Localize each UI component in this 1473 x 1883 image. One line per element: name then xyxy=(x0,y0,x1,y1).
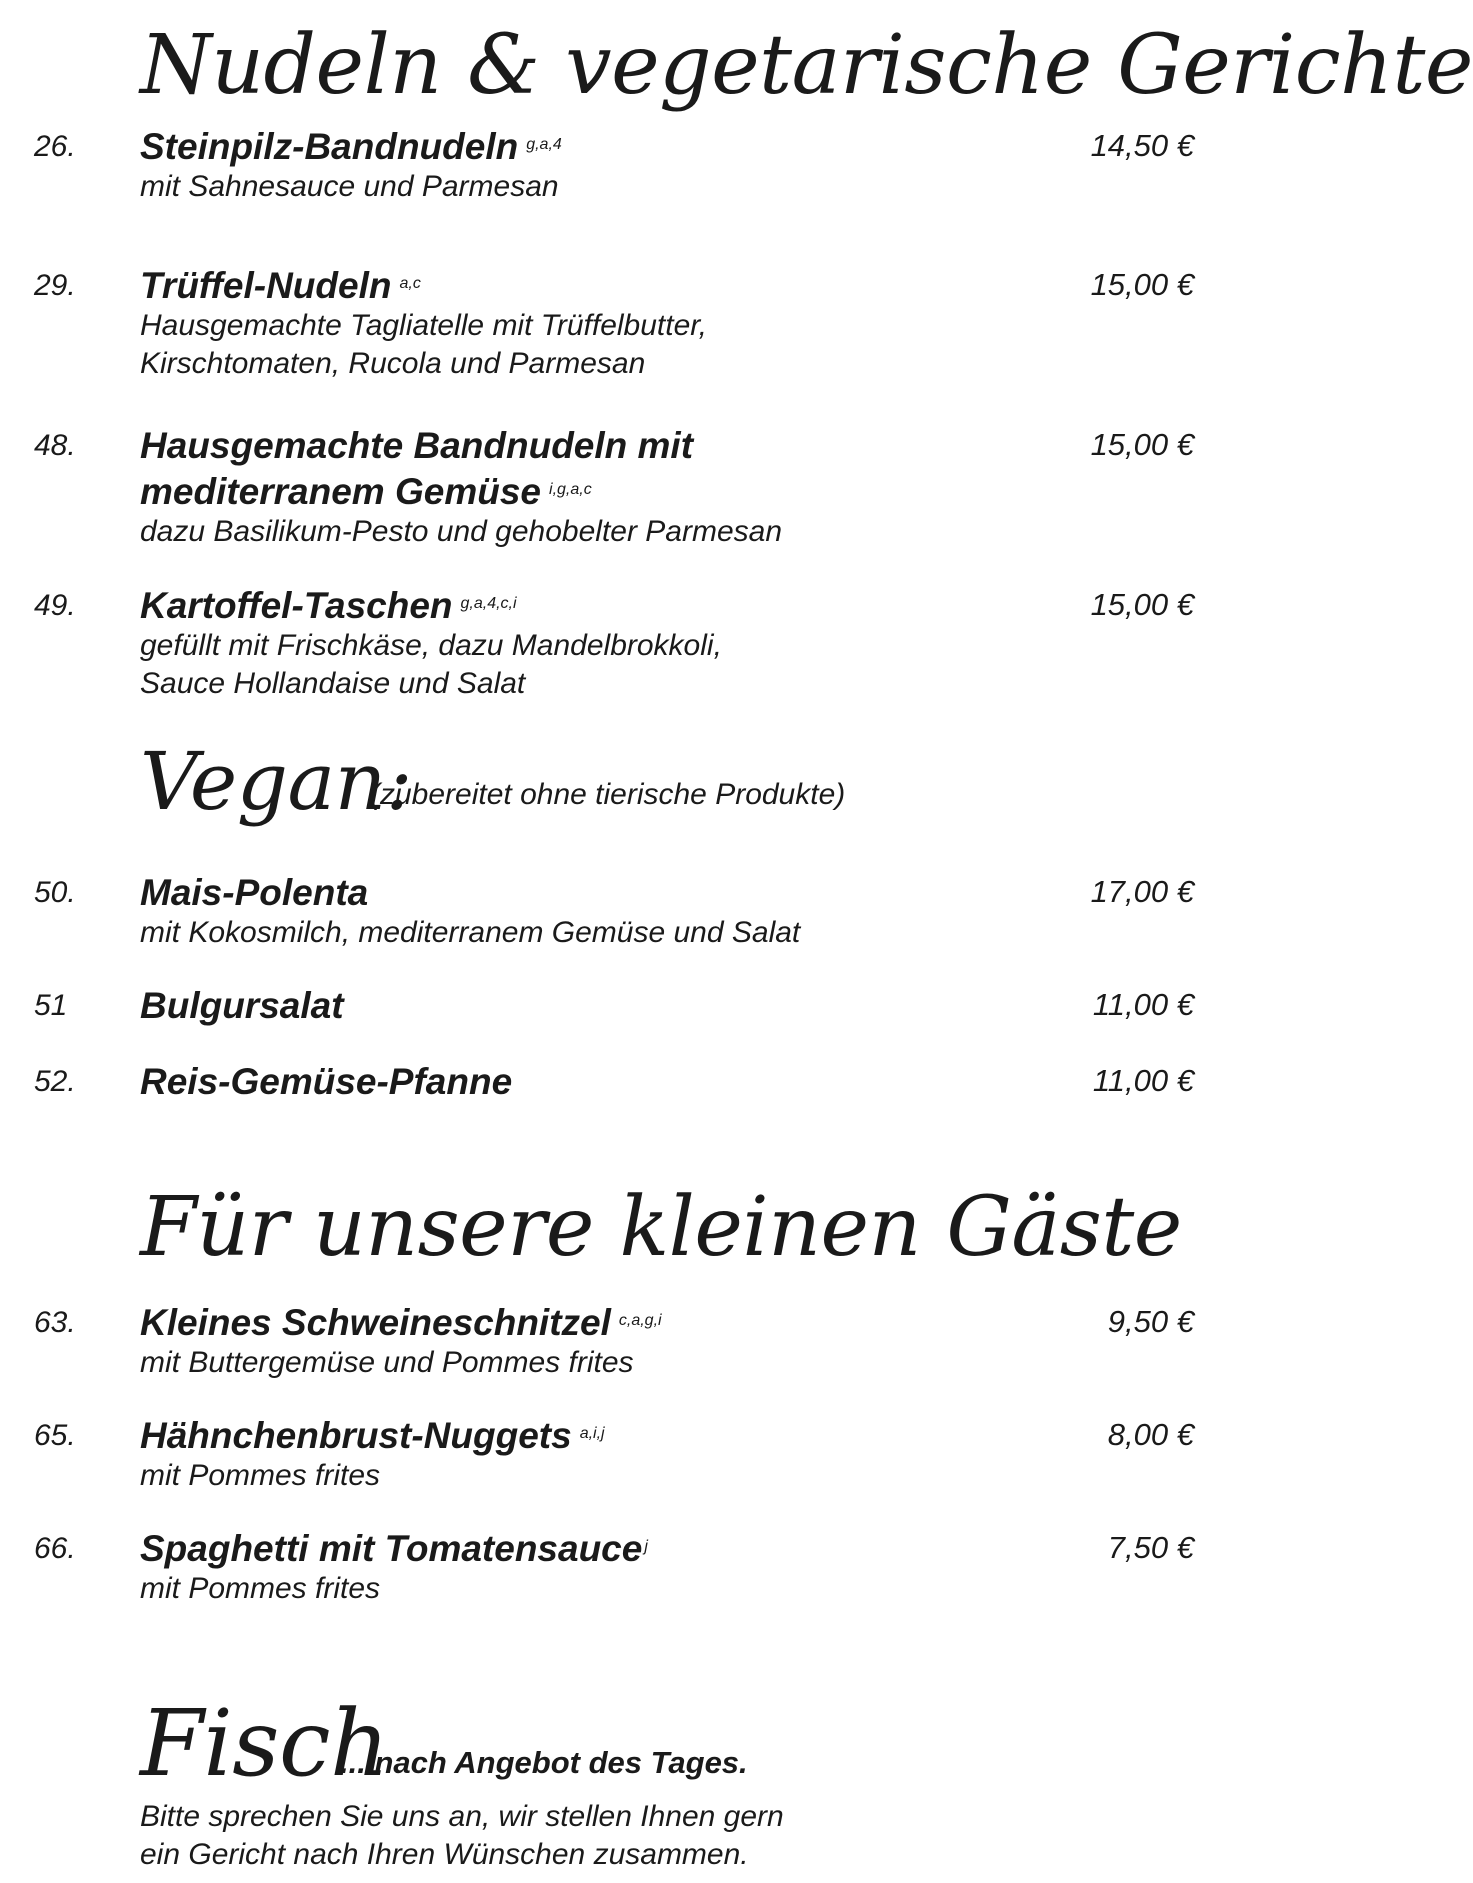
item-title: Hähnchenbrust-Nuggets $^{a,i,j}$ xyxy=(140,1415,605,1456)
item-price: 14,50 € xyxy=(1090,128,1194,163)
item-description: Sauce Hollandaise und Salat xyxy=(140,667,526,700)
item-description: mit Buttergemüse und Pommes frites xyxy=(140,1346,634,1379)
item-number: 63. xyxy=(34,1306,76,1339)
item-price: 15,00 € xyxy=(1090,587,1194,622)
item-number: 66. xyxy=(34,1532,76,1565)
item-number: 29. xyxy=(34,269,76,302)
allergen-codes: g,a,4,c,i xyxy=(460,595,517,612)
allergen-codes: i,g,a,c xyxy=(549,481,592,498)
item-number: 65. xyxy=(34,1419,76,1452)
item-price: 8,00 € xyxy=(1107,1417,1194,1452)
item-number: 52. xyxy=(34,1065,76,1098)
item-title: Kartoffel-Taschen $^{g,a,4,c,i}$ xyxy=(140,585,517,626)
allergen-codes: j xyxy=(644,1538,648,1555)
item-description: Hausgemachte Tagliatelle mit Trüffelbutter, xyxy=(140,309,707,342)
section-heading-vegan: Vegan: xyxy=(140,735,413,828)
allergen-codes: a,c xyxy=(399,275,421,292)
section-note-vegan: (zubereitet ohne tierische Produkte) xyxy=(370,778,846,811)
item-title: Hausgemachte Bandnudeln mit xyxy=(140,425,694,466)
item-number: 51 xyxy=(34,989,68,1022)
item-price: 11,00 € xyxy=(1092,1063,1194,1098)
allergen-codes: g,a,4 xyxy=(526,136,562,153)
item-title: mediterranem Gemüse $^{i,g,a,c}$ xyxy=(140,471,592,512)
item-title: Steinpilz-Bandnudeln $^{g,a,4}$ xyxy=(140,126,562,167)
item-title: Reis-Gemüse-Pfanne xyxy=(140,1061,513,1102)
item-title: Kleines Schweineschnitzel $^{c,a,g,i}$ xyxy=(140,1302,662,1343)
fisch-text-line: Bitte sprechen Sie uns an, wir stellen Ihnen gern xyxy=(140,1800,784,1833)
item-title: Mais-Polenta xyxy=(140,872,369,913)
item-price: 15,00 € xyxy=(1090,267,1194,302)
item-number: 48. xyxy=(34,429,76,462)
item-description: gefüllt mit Frischkäse, dazu Mandelbrokkoli, xyxy=(140,629,722,662)
item-number: 26. xyxy=(34,130,76,163)
item-description: Kirschtomaten, Rucola und Parmesan xyxy=(140,347,646,380)
section-note-fisch: ... nach Angebot des Tages. xyxy=(340,1745,748,1780)
allergen-codes: c,a,g,i xyxy=(618,1312,662,1329)
item-number: 49. xyxy=(34,589,76,622)
section-heading-fisch: Fisch xyxy=(140,1690,389,1797)
item-price: 7,50 € xyxy=(1107,1530,1194,1565)
item-price: 9,50 € xyxy=(1107,1304,1194,1339)
item-price: 15,00 € xyxy=(1090,427,1194,462)
item-title: Spaghetti mit Tomatensauce $^j$ xyxy=(140,1528,648,1569)
item-description: mit Kokosmilch, mediterranem Gemüse und Salat xyxy=(140,916,801,949)
allergen-codes: a,i,j xyxy=(579,1425,605,1442)
item-number: 50. xyxy=(34,876,76,909)
item-description: mit Pommes frites xyxy=(140,1459,381,1492)
fisch-text-line: ein Gericht nach Ihren Wünschen zusammen. xyxy=(140,1838,749,1871)
section-heading-kinder: Für unsere kleinen Gäste xyxy=(140,1180,1182,1275)
item-price: 17,00 € xyxy=(1090,874,1194,909)
item-description: mit Pommes frites xyxy=(140,1572,381,1605)
item-price: 11,00 € xyxy=(1092,987,1194,1022)
section-heading-nudeln: Nudeln & vegetarische Gerichte xyxy=(140,18,1473,113)
item-title: Trüffel-Nudeln $^{a,c}$ xyxy=(140,265,421,306)
item-description: dazu Basilikum-Pesto und gehobelter Parmesan xyxy=(140,515,783,548)
item-description: mit Sahnesauce und Parmesan xyxy=(140,170,559,203)
item-title: Bulgursalat xyxy=(140,985,344,1026)
